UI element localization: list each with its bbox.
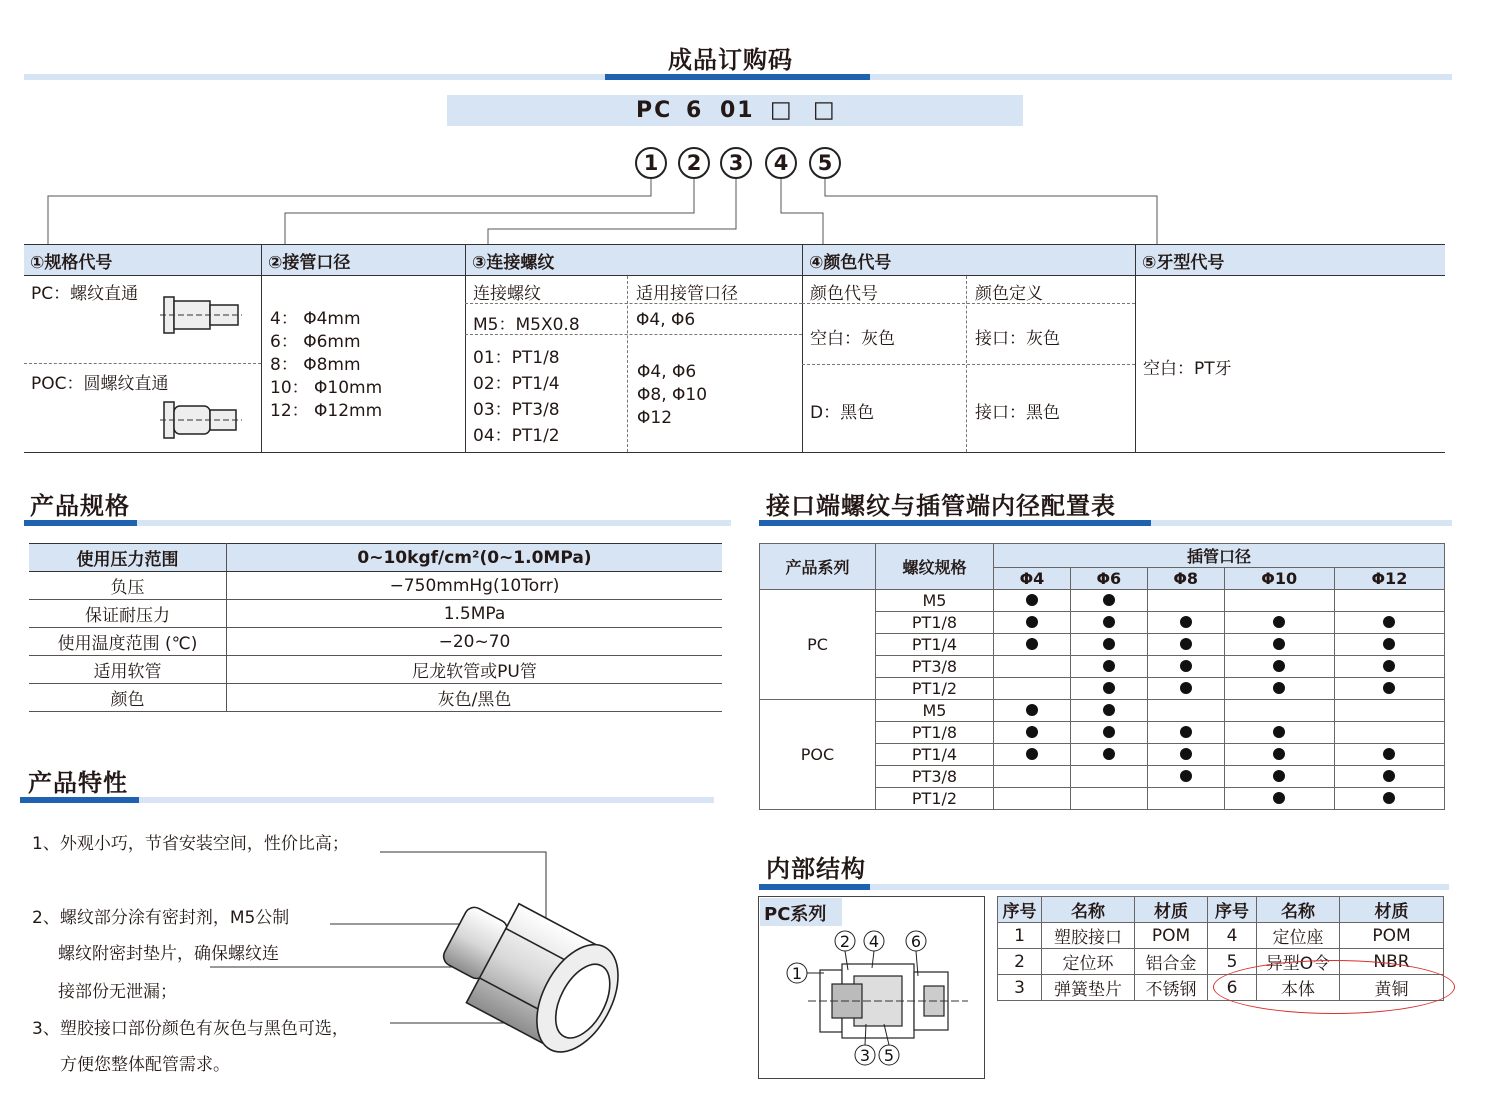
availability-dot [1103,616,1115,628]
config-thread-cell: M5 [876,590,994,612]
fitting-illustration [0,840,660,1090]
color-def-sub-header: 颜色定义 [975,284,1043,304]
config-col-group: 插管口径 [994,544,1445,568]
spec-title-accent [24,520,137,526]
config-mark-cell [1070,788,1147,810]
availability-dot [1026,616,1038,628]
availability-dot [1273,770,1285,782]
thread-pt-02: 02：PT1/4 [473,374,560,394]
thread-pt-04: 04：PT1/2 [473,426,560,446]
availability-dot [1180,682,1192,694]
spec-row: 保证耐压力 1.5MPa [29,600,722,628]
availability-dot [1273,660,1285,672]
config-thread-cell: M5 [876,700,994,722]
config-mark-cell [1070,722,1147,744]
availability-dot [1026,704,1038,716]
config-mark-cell [994,678,1071,700]
config-mark-cell [1224,766,1334,788]
config-mark-cell [1147,612,1224,634]
diameter-8: 8： Φ8mm [270,355,361,375]
config-mark-cell [994,656,1071,678]
availability-dot [1103,682,1115,694]
color-code-blank: 空白：灰色 [810,329,895,349]
config-mark-cell [1224,744,1334,766]
config-mark-cell [994,612,1071,634]
structure-title: 内部结构 [766,855,866,883]
availability-dot [1103,748,1115,760]
thread-sub-header: 连接螺纹 [473,284,541,304]
config-mark-cell [1147,766,1224,788]
material-row: 3 弹簧垫片 不锈钢 6 本体 黄铜 [998,975,1444,1001]
highlight-ellipse [1213,960,1455,1014]
config-mark-cell [1224,590,1334,612]
order-table-bottom [24,452,1445,453]
header-color: ④颜色代号 [809,253,892,273]
availability-dot [1273,726,1285,738]
diameter-10: 10： Φ10mm [270,378,383,398]
config-dia-header: Φ12 [1334,568,1444,590]
pc-fitting-icon [160,293,242,337]
config-mark-cell [1070,634,1147,656]
availability-dot [1383,660,1395,672]
thread-m5: M5：M5X0.8 [473,315,580,335]
structure-title-accent [759,884,870,890]
color-def-black: 接口：黑色 [975,403,1060,423]
marker-2: 2 [678,147,710,179]
config-mark-cell [1224,722,1334,744]
feature-line-2: 2、螺纹部分涂有密封剂，M5公制 [32,908,290,928]
config-thread-cell: PT1/8 [876,612,994,634]
config-mark-cell [1070,700,1147,722]
config-mark-cell [1334,634,1444,656]
config-mark-cell [1070,744,1147,766]
features-title: 产品特性 [28,769,128,797]
config-mark-cell [1147,590,1224,612]
config-thread-cell: PT3/8 [876,656,994,678]
config-mark-cell [1224,656,1334,678]
structure-drawing [758,920,982,1075]
config-mark-cell [1334,612,1444,634]
material-row: 1 塑胶接口 POM 4 定位座 POM [998,923,1444,949]
diameter-6: 6： Φ6mm [270,332,361,352]
availability-dot [1103,726,1115,738]
poc-fitting-icon [160,398,242,442]
availability-dot [1180,726,1192,738]
structure-drawing-title: PC系列 [764,904,827,925]
config-mark-cell [1147,722,1224,744]
color-code-d: D：黑色 [810,403,875,423]
config-mark-cell [1070,678,1147,700]
diameter-list [270,308,382,423]
config-mark-cell [994,766,1071,788]
config-mark-cell [1070,590,1147,612]
feature-line-3: 螺纹附密封垫片，确保螺纹连 [58,944,279,964]
availability-dot [1273,682,1285,694]
thread-pt-dia-1: Φ4, Φ6 [637,362,697,382]
config-mark-cell [1334,656,1444,678]
code-part-4: □ [770,97,792,123]
config-mark-cell [1334,744,1444,766]
thread-pt-list [473,345,560,449]
config-thread-cell: PT1/2 [876,788,994,810]
color-def-gray: 接口：灰色 [975,329,1060,349]
config-mark-cell [1334,766,1444,788]
config-mark-cell [1224,678,1334,700]
thread-pt-dia-3: Φ12 [637,408,673,428]
spec-row: 使用压力范围 0~10kgf/cm²(0~1.0MPa) [29,544,722,572]
availability-dot [1273,792,1285,804]
callout-3: 3 [859,1046,871,1065]
callout-1: 1 [791,964,803,983]
spec-item-pc: PC：螺纹直通 [31,284,139,304]
order-code-title: 成品订购码 [668,46,793,74]
availability-dot [1026,594,1038,606]
feature-line-4: 接部份无泄漏； [58,982,177,1002]
config-mark-cell [1224,612,1334,634]
config-row [760,700,1445,722]
availability-dot [1026,748,1038,760]
header-spec-code: ①规格代号 [30,253,113,273]
config-mark-cell [1224,700,1334,722]
availability-dot [1180,616,1192,628]
availability-dot [1103,594,1115,606]
config-mark-cell [1334,788,1444,810]
thread-dia-sub-header: 适用接管口径 [636,284,738,304]
availability-dot [1273,748,1285,760]
config-dia-header: Φ4 [994,568,1071,590]
availability-dot [1383,616,1395,628]
config-mark-cell [994,700,1071,722]
feature-line-1: 1、外观小巧，节省安装空间，性价比高； [32,834,349,854]
thread-pt-01: 01：PT1/8 [473,348,560,368]
config-mark-cell [994,788,1071,810]
config-thread-cell: PT1/8 [876,722,994,744]
config-thread-cell: PT1/4 [876,744,994,766]
config-row [760,590,1445,612]
code-part-2: 6 [686,98,702,123]
marker-5: 5 [809,147,841,179]
config-mark-cell [1224,634,1334,656]
spec-table [29,543,722,712]
spec-row: 负压 −750mmHg(10Torr) [29,572,722,600]
code-part-3: 01 [720,98,755,123]
config-mark-cell [1147,700,1224,722]
availability-dot [1383,748,1395,760]
marker-1: 1 [635,147,667,179]
callout-6: 6 [910,932,922,951]
availability-dot [1180,638,1192,650]
config-mark-cell [1147,744,1224,766]
code-part-5: □ [813,97,835,123]
callout-5: 5 [883,1046,895,1065]
code-part-1: PC [636,98,673,123]
availability-dot [1383,638,1395,650]
feature-line-5: 3、塑胶接口部份颜色有灰色与黑色可选， [32,1019,349,1039]
color-code-sub-header: 颜色代号 [810,284,878,304]
config-mark-cell [994,722,1071,744]
header-thread-type: ⑤牙型代号 [1142,253,1225,273]
availability-dot [1026,726,1038,738]
config-mark-cell [1070,656,1147,678]
config-mark-cell [994,744,1071,766]
config-mark-cell [1334,722,1444,744]
thread-pt-dia-2: Φ8, Φ10 [637,385,708,405]
config-col-thread: 螺纹规格 [876,544,994,590]
header-tube-diameter: ②接管口径 [268,253,351,273]
config-series-cell: PC [760,590,876,700]
config-title-accent [759,520,1151,526]
config-thread-cell: PT3/8 [876,766,994,788]
config-mark-cell [1334,590,1444,612]
availability-dot [1383,792,1395,804]
thread-m5-dia: Φ4, Φ6 [636,310,696,330]
header-thread: ③连接螺纹 [472,253,555,273]
availability-dot [1180,660,1192,672]
availability-dot [1273,616,1285,628]
order-table-header [24,244,1445,276]
config-mark-cell [1334,678,1444,700]
config-thread-cell: PT1/2 [876,678,994,700]
config-mark-cell [1334,700,1444,722]
availability-dot [1180,748,1192,760]
config-dia-header: Φ8 [1147,568,1224,590]
availability-dot [1273,638,1285,650]
connector-lines [0,0,1505,250]
spec-item-poc: POC：圆螺纹直通 [31,374,169,394]
config-thread-cell: PT1/4 [876,634,994,656]
config-mark-cell [1147,634,1224,656]
config-dia-header: Φ6 [1070,568,1147,590]
availability-dot [1103,704,1115,716]
config-mark-cell [1224,788,1334,810]
availability-dot [1180,770,1192,782]
config-mark-cell [994,634,1071,656]
material-header-row: 序号 名称 材质 序号 名称 材质 [998,897,1444,923]
marker-4: 4 [765,147,797,179]
availability-dot [1383,770,1395,782]
spec-row: 适用软管 尼龙软管或PU管 [29,656,722,684]
spec-row: 颜色 灰色/黑色 [29,684,722,712]
marker-3: 3 [720,147,752,179]
config-mark-cell [1147,656,1224,678]
availability-dot [1103,660,1115,672]
spec-title: 产品规格 [30,492,130,520]
callout-4: 4 [868,932,880,951]
thread-type-value: 空白：PT牙 [1143,359,1232,379]
thread-pt-dia-list [637,361,707,430]
config-mark-cell [1147,678,1224,700]
config-dia-header: Φ10 [1224,568,1334,590]
availability-dot [1103,638,1115,650]
config-mark-cell [994,590,1071,612]
diameter-4: 4： Φ4mm [270,309,361,329]
config-col-series: 产品系列 [760,544,876,590]
availability-dot [1026,638,1038,650]
availability-dot [1383,682,1395,694]
diameter-12: 12： Φ12mm [270,401,383,421]
spec-row: 使用温度范围 (℃) −20~70 [29,628,722,656]
config-title: 接口端螺纹与插管端内径配置表 [766,492,1116,520]
config-mark-cell [1147,788,1224,810]
config-table [759,543,1445,810]
feature-line-6: 方便您整体配管需求。 [60,1055,230,1075]
features-title-accent [20,797,139,803]
config-mark-cell [1070,766,1147,788]
material-row: 2 定位环 铝合金 5 异型O令 NBR [998,949,1444,975]
thread-pt-03: 03：PT3/8 [473,400,560,420]
config-series-cell: POC [760,700,876,810]
callout-2: 2 [839,932,851,951]
config-mark-cell [1070,612,1147,634]
